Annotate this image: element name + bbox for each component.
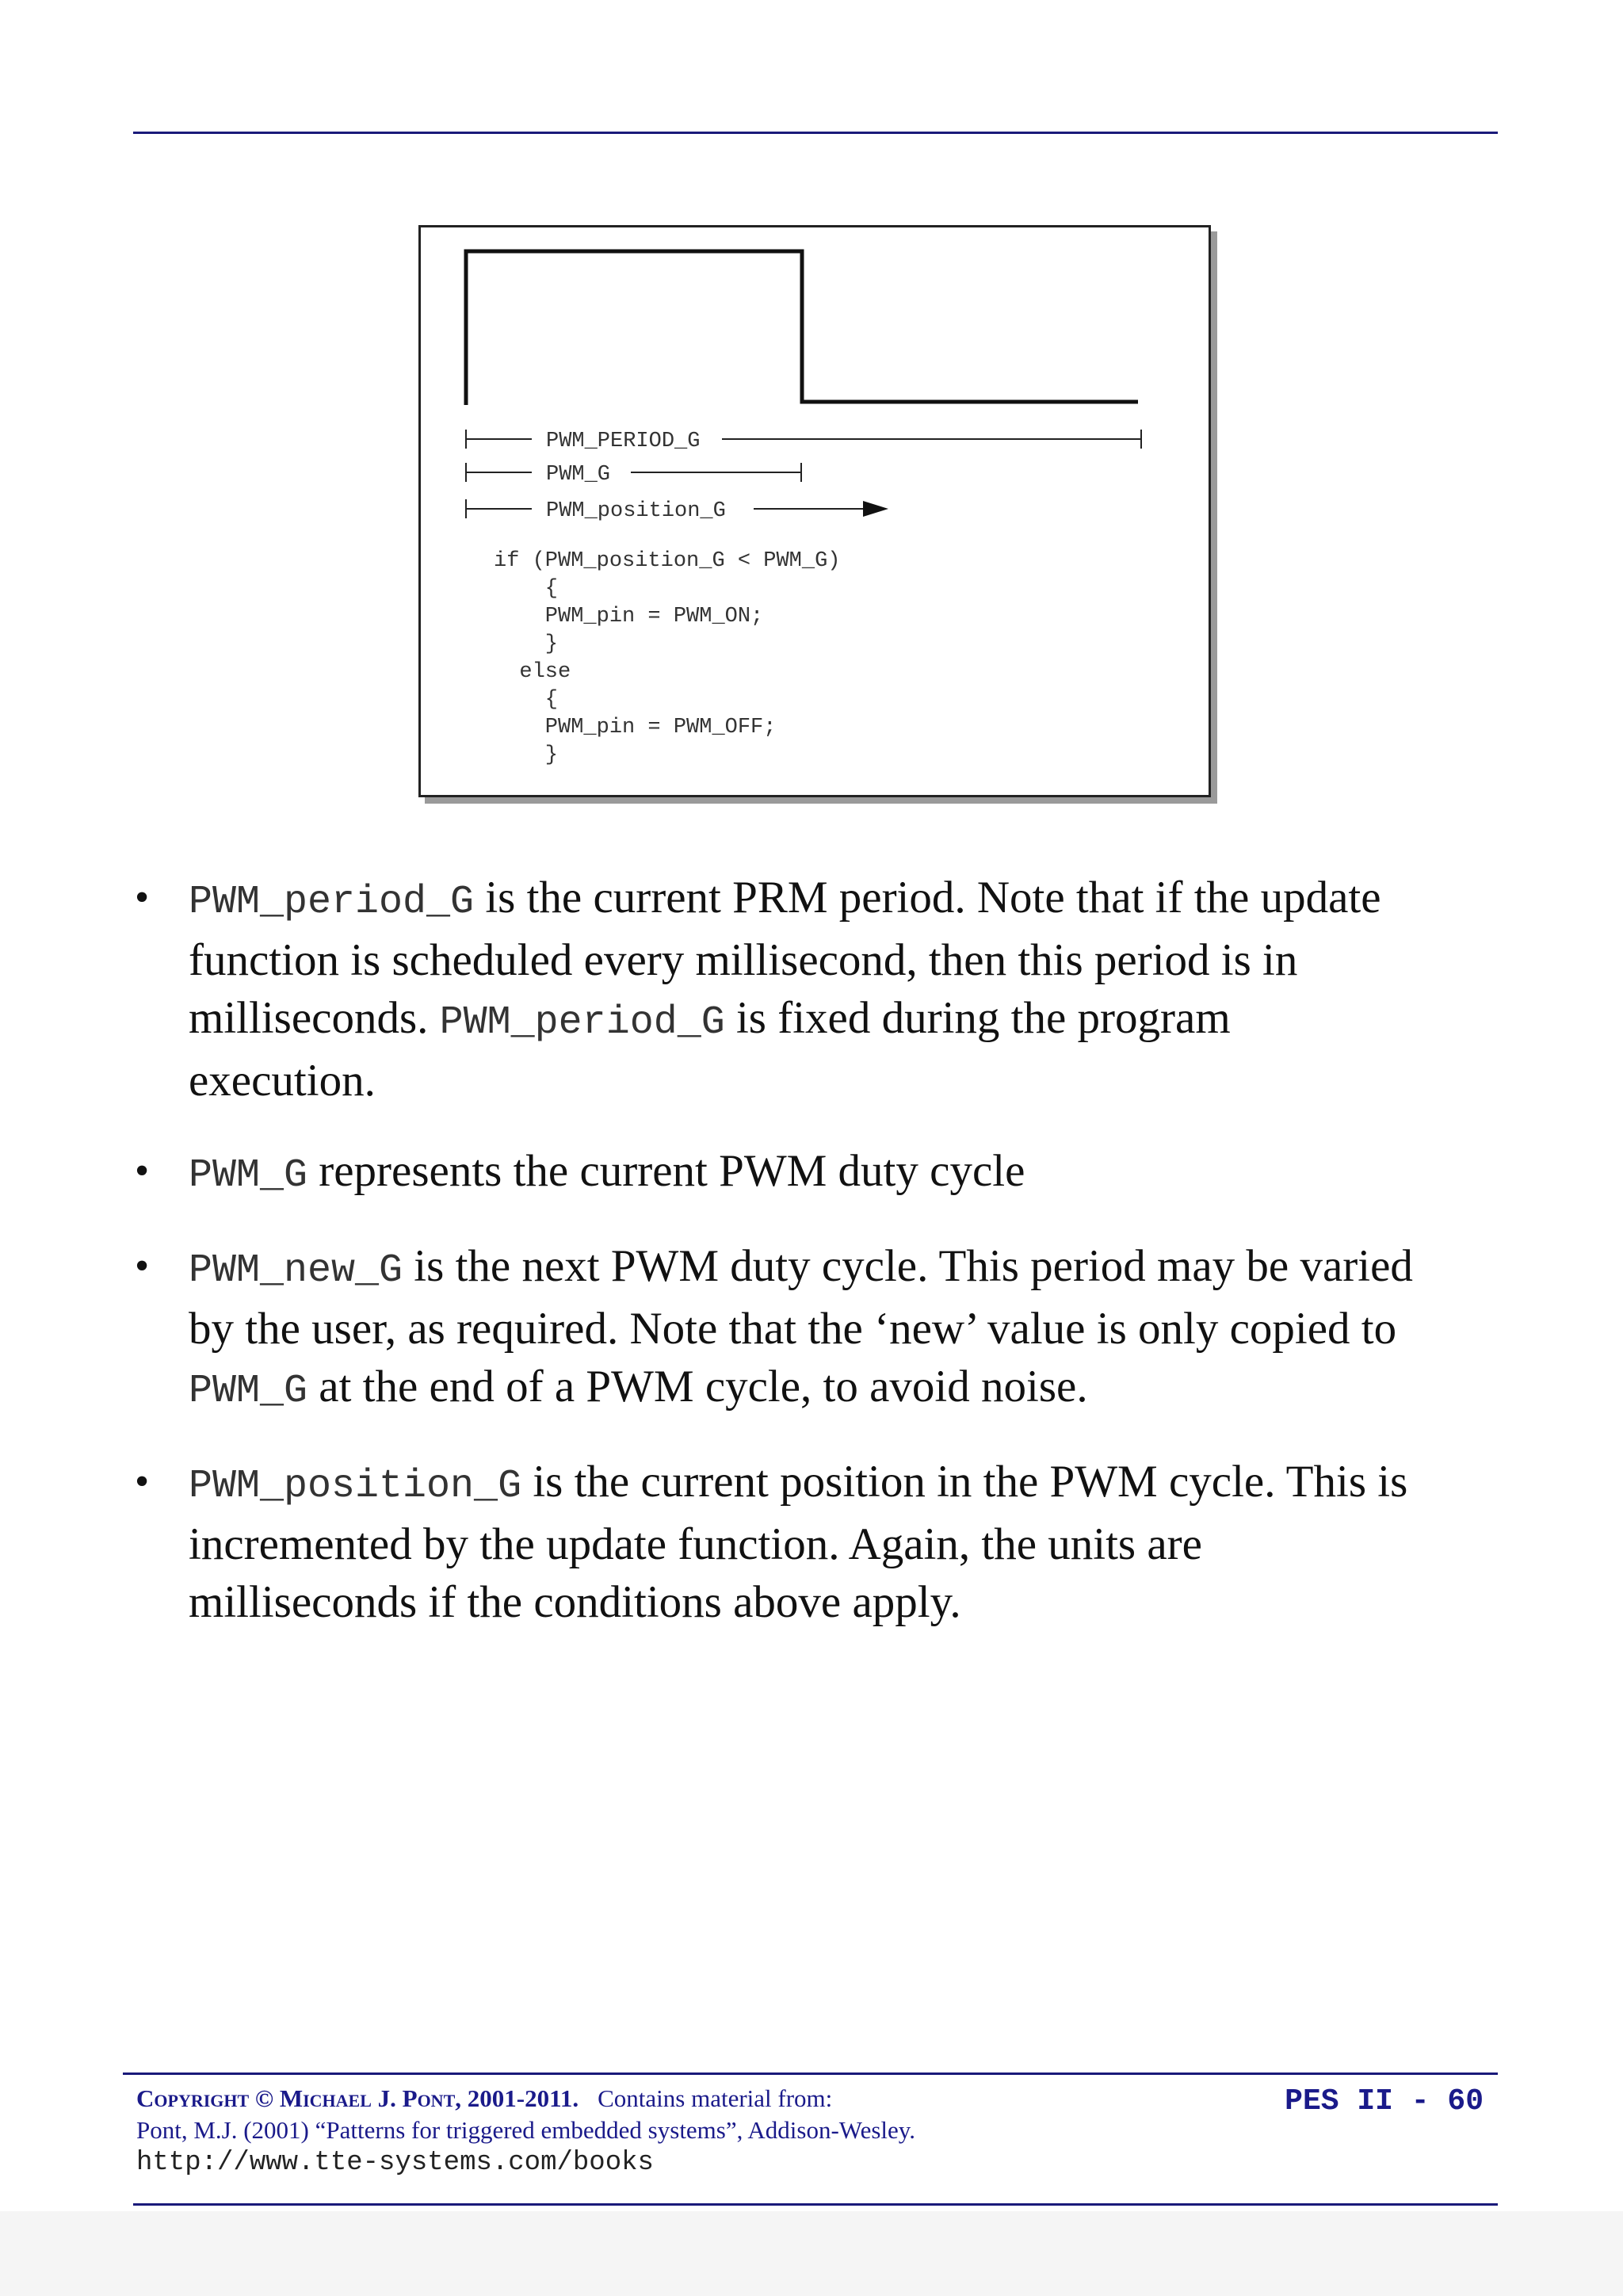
bullet-list [135, 869, 1419, 1664]
pwm-code-snippet: if (PWM_position_G < PWM_G) { PWM_pin = PWM_ON; } else { PWM_pin = PWM_OFF; } [494, 549, 841, 767]
top-rule [133, 132, 1498, 134]
duty-label: PWM_G [546, 463, 611, 487]
footer-copyright: Copyright © Michael J. Pont, 2001-2011. Contains material from: [136, 2084, 833, 2112]
footer [136, 2084, 1499, 2195]
footer-bottom-rule [133, 2203, 1498, 2206]
pwm-figure [418, 225, 1211, 797]
bullet-pwm-g: • PWM_G represents the current PWM duty cycle [135, 1142, 1419, 1205]
page-number: PES II - 60 [1285, 2084, 1484, 2118]
pwm-waveform [466, 251, 1138, 405]
position-arrow-icon [863, 501, 888, 517]
period-label: PWM_PERIOD_G [546, 430, 701, 453]
bullet-pwm-position: • PWM_position_G is the current position in the PWM cycle. This is incremented by the update function. Again, the units are milliseconds if the conditions above apply. [135, 1453, 1419, 1631]
footer-url: http://www.tte-systems.com/books [136, 2148, 654, 2178]
bullet-pwm-new: • PWM_new_G is the next PWM duty cycle. This period may be varied by the user, as required. Note that the ‘new’ value is only copied to PWM_G at the end of a PWM cycle, to avoid noise. [135, 1237, 1419, 1420]
page-bottom-band [0, 2211, 1623, 2296]
footer-citation: Pont, M.J. (2001) “Patterns for triggered embedded systems”, Addison-Wesley. [136, 2116, 916, 2144]
position-label: PWM_position_G [546, 499, 726, 523]
footer-contains: Contains material from: [598, 2084, 833, 2112]
footer-top-rule [123, 2073, 1498, 2075]
bullet-pwm-period: • PWM_period_G is the current PRM period. Note that if the update function is scheduled every millisecond, then this period is in milliseconds. PWM_period_G is fixed during the program execution. [135, 869, 1419, 1110]
